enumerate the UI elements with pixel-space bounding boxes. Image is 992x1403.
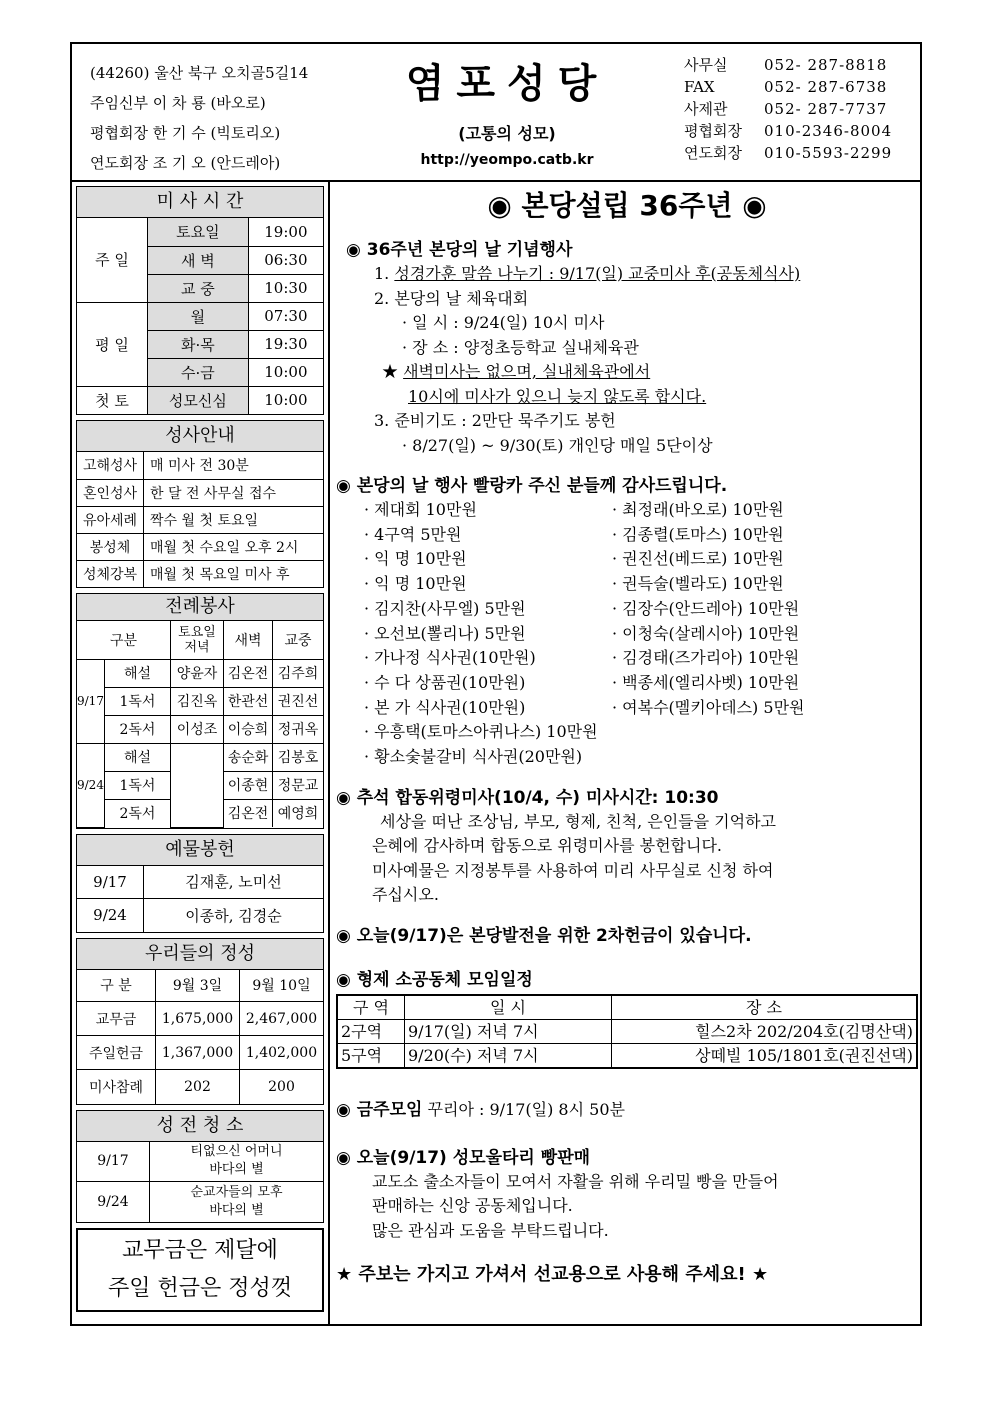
contact-row: 연도회장 010-5593-2299 (684, 144, 893, 162)
right-column (336, 180, 918, 1287)
parish-subtitle: (고통의 성모) (458, 124, 556, 143)
meeting-table: 구 역 일 시 장 소 2구역 9/17(일) 저녁 7시 힐스2차 202/204호(김명산댁) 5구역 9/20(수) 저녁 7시 상떼빌 105/1801호(권진선댁) (336, 994, 918, 1069)
bulletin-frame (70, 42, 922, 1326)
address: (44260) 울산 북구 오치골5길14 (90, 64, 309, 82)
sacraments-box (76, 420, 324, 588)
sacraments-title: 성사안내 (77, 421, 323, 452)
council-president: 평협회장 한 기 수 (빅토리오) (90, 124, 281, 142)
parish-name: 염포성당 (405, 61, 609, 107)
offering-title: 예물봉헌 (77, 835, 323, 866)
yeondo-president: 연도회장 조 기 오 (안드레아) (90, 154, 281, 172)
contact-row: 사제관 052- 287-7737 (684, 100, 888, 118)
anniversary-title: ◉ 본당설립 36주년 ◉ (487, 189, 767, 222)
slogan-line: 주일 헌금은 정성껏 (107, 1275, 292, 1301)
header (72, 44, 920, 182)
liturgy-table: 구분 토요일 저녁 새벽 교중 9/17 해설 양윤자 김온전 김주희 1독서 김진옥 한관선 권진선 2독서 이성조 이승희 정귀옥 9/24 해설 송순화 김봉호 1독서 이종현 정문교 2독서 김온전 예영희 (77, 621, 323, 828)
bread-sale-section: ◉ 오늘(9/17) 성모울타리 빵판매 교도소 출소자들이 모여서 자활을 위해 우리밀 빵을 만들어 판매하는 신앙 공동체입니다. 많은 관심과 도움을 부탁드립니다. (336, 1146, 918, 1244)
contact-row: 사무실 052- 287-8818 (684, 56, 888, 74)
liturgy-box (76, 593, 324, 829)
header-info (90, 58, 308, 178)
mass-times-title: 미 사 시 간 (77, 187, 323, 218)
mass-times-box (76, 186, 324, 415)
community-meeting-section (336, 968, 918, 1069)
donor-list: · 제대회 10만원 · 최정래(바오로) 10만원 · 4구역 5만원 · 김종렬(토마스) 10만원 · 익 명 10만원 · 권진선(베드로) 10만원 · 익 명 10만원 · 권득술(벨라도) 10만원 · 김지찬(사무엘) 5만원 · 김장수(안드레아) 10만원 · 오선보(뽈리나) 5만원 · 이청숙(살레시아) 10만원 · 가나정 식사권(10만원) · 김경태(즈가리아) 10만원 · 수 다 상품권(10만원) · 백종세(엘리사벳) 10만원 · 본 가 식사권(10만원) · 여복수(멜키아데스) 5만원 · 우흥택(토마스아퀴나스) 10만원 · 황소숯불갈비 식사권(20만원) (364, 500, 805, 767)
footer-note: ★ 주보는 가지고 가셔서 선교용으로 사용해 주세요! ★ (336, 1264, 769, 1286)
cleaning-table: 9/17 티없으신 어머니 바다의 별 9/24 순교자들의 모후 바다의 별 (77, 1142, 323, 1222)
section-heading: ◉ 금주모임 (336, 1099, 423, 1120)
weekly-meeting-section (336, 1097, 918, 1122)
second-collection-section (336, 924, 918, 948)
liturgy-title: 전례봉사 (77, 594, 323, 621)
weekly-meeting-text: 꾸리아 : 9/17(일) 8시 50분 (422, 1099, 625, 1119)
sacraments-table: 고해성사 매 미사 전 30분 혼인성사 한 달 전 사무실 접수 유아세례 짝수 월 첫 토요일 봉성체 매월 첫 수요일 오후 2시 성체강복 매월 첫 목요일 미사 후 (77, 452, 323, 587)
contact-row: 평협회장 010-2346-8004 (684, 122, 893, 140)
parish-url[interactable]: http://yeompo.catb.kr (420, 152, 594, 168)
finance-table: 구 분 9월 3일 9월 10일 교무금 1,675,000 2,467,000 주일헌금 1,367,000 1,402,000 미사참례 202 200 (77, 970, 323, 1104)
parish-title-block (402, 52, 612, 168)
memorial-mass-section: ◉ 추석 합동위령미사(10/4, 수) 미사시간: 10:30 세상을 떠난 조상님, 부모, 형제, 친척, 은인들을 기억하고 은혜에 감사하며 합동으로 위령미사를 봉헌합니다. 미사예물은 지정봉투를 사용하여 미리 사무실로 신청 하여 주십시오. (336, 786, 918, 908)
section-heading: ◉ 추석 합동위령미사(10/4, 수) 미사시간: 10:30 (336, 787, 719, 808)
section-heading: ◉ 형제 소공동체 모임일정 (336, 969, 533, 990)
contact-list (684, 54, 892, 164)
column-divider (328, 180, 330, 1324)
cleaning-title: 성 전 청 소 (77, 1111, 323, 1142)
slogan-box (76, 1228, 324, 1312)
contact-row: FAX 052- 287-6738 (684, 78, 888, 96)
finance-box (76, 938, 324, 1105)
slogan-line: 교무금은 제달에 (122, 1237, 278, 1263)
donors-section (336, 474, 918, 770)
finance-title: 우리들의 정성 (77, 939, 323, 970)
offering-box (76, 834, 324, 933)
section-heading: ◉ 36주년 본당의 날 기념행사 (346, 240, 573, 260)
offering-table: 9/17 김재훈, 노미선 9/24 이종하, 김경순 (77, 866, 323, 932)
pastor: 주임신부 이 차 룡 (바오로) (90, 94, 266, 112)
section-heading: ◉ 오늘(9/17) 성모울타리 빵판매 (336, 1147, 591, 1168)
left-column (76, 186, 324, 1312)
mass-times-table: 주 일 토요일 19:00 새 벽 06:30 교 중 10:30 평 일 월 07:30 화·목 19:30 수·금 10:00 첫 토 성모신심 10:00 (77, 218, 323, 414)
section-heading: ◉ 본당의 날 행사 빨랑카 주신 분들께 감사드립니다. (336, 476, 728, 496)
cleaning-box (76, 1110, 324, 1223)
anniversary-events-section: ◉ 36주년 본당의 날 기념행사 1. 성경가훈 말씀 나누기 : 9/17(일) 교중미사 후(공동체식사) 2. 본당의 날 체육대회 · 일 시 : 9/24(일) 10시 미사 · 장 소 : 양정초등학교 실내체육관 ★ 새벽미사는 없으며, 실내체육관에서 10시에 미사가 있으니 늦지 않도록 합시다. 3. 준비기도 : 2만단 묵주기도 봉헌 · 8/27(일) ~ 9/30(토) 개인당 매일 5단이상 (336, 238, 918, 458)
section-heading: ◉ 오늘(9/17)은 본당발전을 위한 2차헌금이 있습니다. (336, 925, 752, 946)
